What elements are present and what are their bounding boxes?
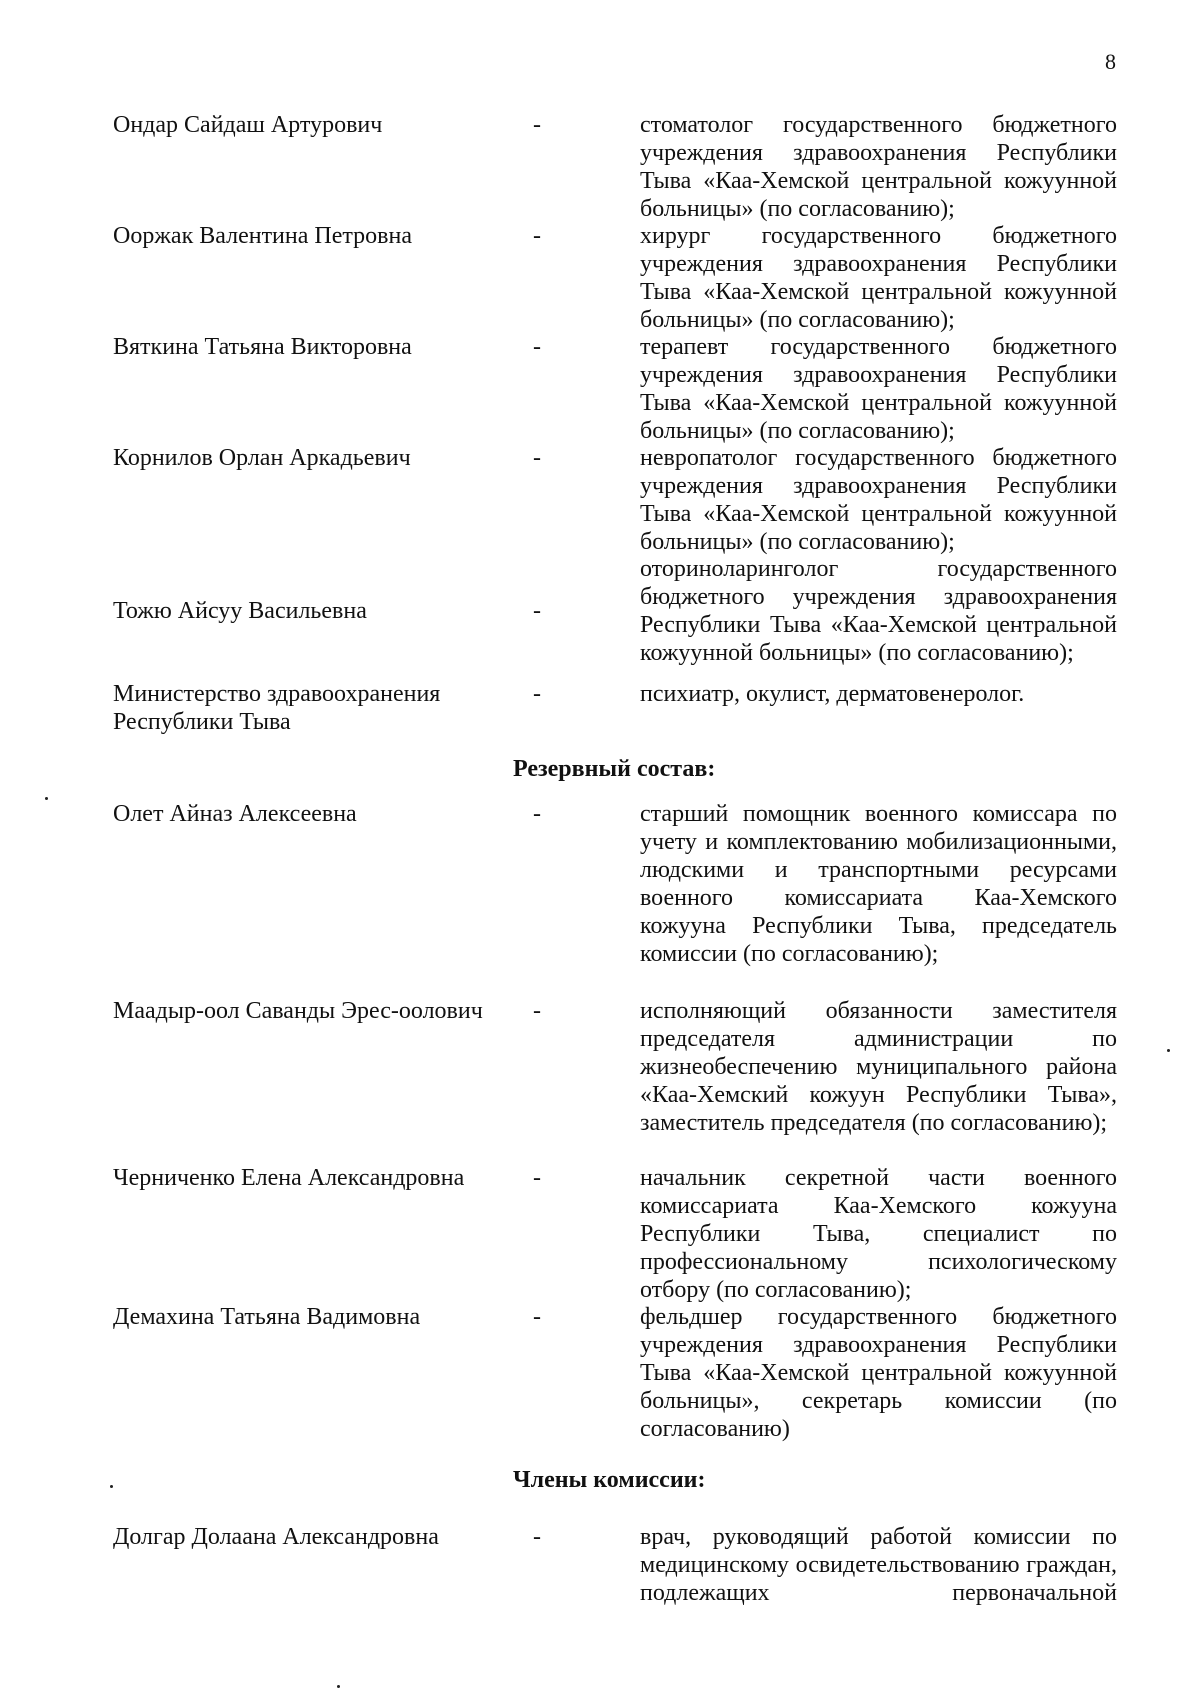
- dash: -: [533, 334, 541, 360]
- role-description: невропатолог государственного бюджетного учреждения здравоохранения Республики Тыва «Каа-Хемской центральной кожуунной больницы» (по согласованию);: [640, 445, 1117, 555]
- person-name: Вяткина Татьяна Викторовна: [113, 334, 412, 360]
- dash: -: [533, 223, 541, 249]
- role-description: старший помощник военного комиссара по учету и комплектованию мобилизационными, людскими и транспортными ресурсами военного комиссариата Каа-Хемского кожууна Республики Тыва, председатель комиссии (по согласованию);: [640, 801, 1117, 967]
- role-description: врач, руководящий работой комиссии по медицинскому освидетельствованию граждан, подлежащих первоначальной: [640, 1524, 1117, 1606]
- section-heading-reserve: Резервный состав:: [513, 756, 716, 782]
- person-name: Корнилов Орлан Аркадьевич: [113, 445, 411, 471]
- dash: -: [533, 1165, 541, 1191]
- role-description: хирург государственного бюджетного учреждения здравоохранения Республики Тыва «Каа-Хемской центральной кожуунной больницы» (по согласованию);: [640, 223, 1117, 333]
- person-name: Ооржак Валентина Петровна: [113, 223, 412, 249]
- scan-speck: [337, 1685, 340, 1688]
- scan-speck: [1167, 1049, 1170, 1052]
- person-name: Демахина Татьяна Вадимовна: [113, 1304, 421, 1330]
- person-name: Долгар Долаана Александровна: [113, 1524, 439, 1550]
- role-description: начальник секретной части военного комиссариата Каа-Хемского кожууна Республики Тыва, специалист по профессиональному психологическому отбору (по согласованию);: [640, 1165, 1117, 1303]
- dash: -: [533, 1524, 541, 1550]
- role-description: исполняющий обязанности заместителя председателя администрации по жизнеобеспечению муниципального района «Каа-Хемский кожуун Республики Тыва», заместитель председателя (по согласованию);: [640, 998, 1117, 1136]
- person-name: Министерство здравоохранения Республики Тыва: [113, 681, 441, 735]
- dash: -: [533, 998, 541, 1024]
- person-name: Олет Айназ Алексеевна: [113, 801, 357, 827]
- dash: -: [533, 681, 541, 707]
- person-name: Маадыр-оол Саванды Эрес-оолович: [113, 998, 483, 1024]
- scan-speck: [110, 1485, 113, 1488]
- person-name: Тожю Айсуу Васильевна: [113, 598, 367, 624]
- dash: -: [533, 598, 541, 624]
- page-number: 8: [1105, 49, 1116, 74]
- person-name: Черниченко Елена Александровна: [113, 1165, 465, 1191]
- role-description: оториноларинголог государственного бюджетного учреждения здравоохранения Республики Тыва «Каа-Хемской центральной кожуунной больницы» (по согласованию);: [640, 556, 1117, 666]
- dash: -: [533, 112, 541, 138]
- dash: -: [533, 1304, 541, 1330]
- scan-speck: [45, 797, 48, 800]
- role-description: психиатр, окулист, дерматовенеролог.: [640, 681, 1025, 707]
- role-description: фельдшер государственного бюджетного учреждения здравоохранения Республики Тыва «Каа-Хемской центральной кожуунной больницы», секретарь комиссии (по согласованию): [640, 1304, 1117, 1442]
- person-name: Ондар Сайдаш Артурович: [113, 112, 383, 138]
- dash: -: [533, 445, 541, 471]
- section-heading-members: Члены комиссии:: [513, 1467, 706, 1493]
- dash: -: [533, 801, 541, 827]
- role-description: стоматолог государственного бюджетного учреждения здравоохранения Республики Тыва «Каа-Хемской центральной кожуунной больницы» (по согласованию);: [640, 112, 1117, 222]
- role-description: терапевт государственного бюджетного учреждения здравоохранения Республики Тыва «Каа-Хемской центральной кожуунной больницы» (по согласованию);: [640, 334, 1117, 444]
